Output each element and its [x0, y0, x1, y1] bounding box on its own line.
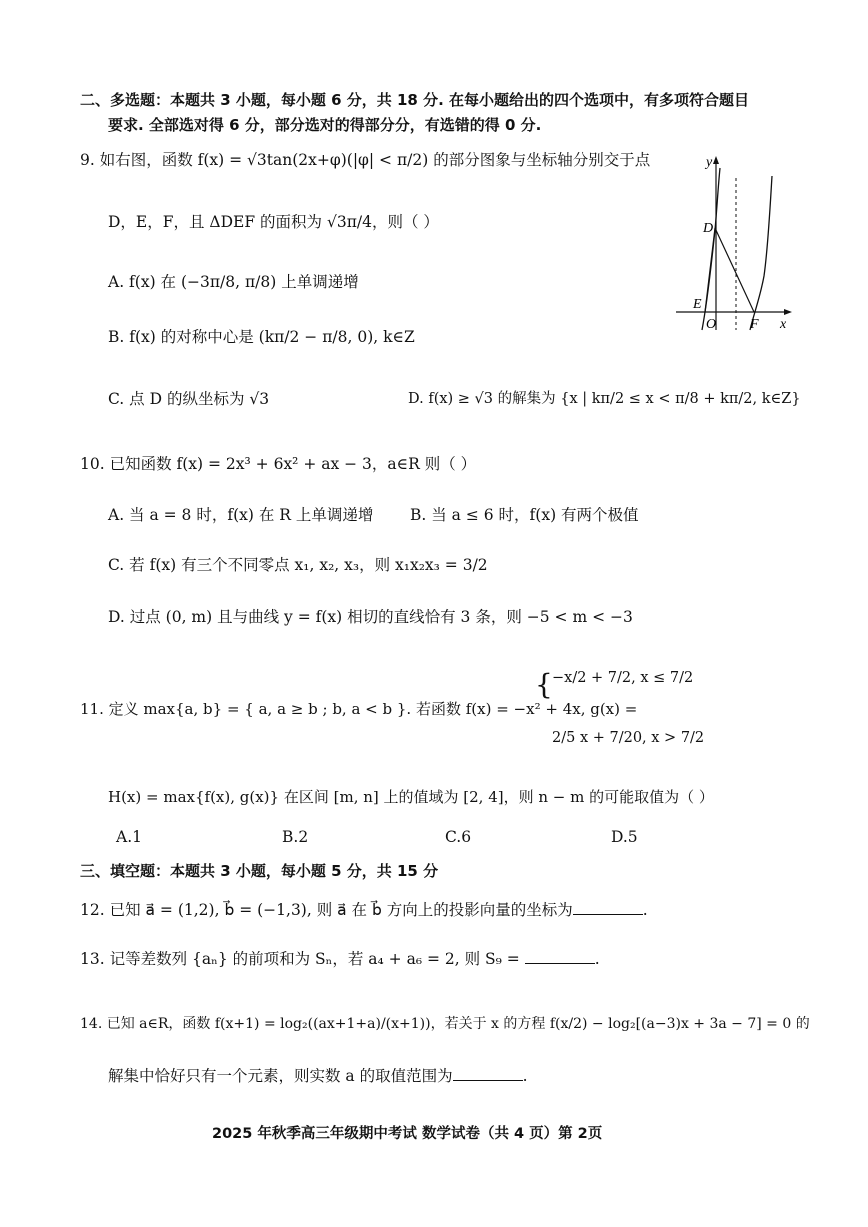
q14-stem-line2: 解集中恰好只有一个元素，则实数 a 的取值范围为 — [108, 1067, 453, 1085]
q11-option-d: D.5 — [611, 828, 638, 846]
q10-option-b: B. 当 a ≤ 6 时，f(x) 有两个极值 — [410, 506, 639, 524]
q11-g-piece2: 2/5 x + 7/20, x > 7/2 — [552, 730, 705, 746]
q13-text: 13. 记等差数列 {aₙ} 的前项和为 Sₙ，若 a₄ + a₆ = 2, 则 S₉ = — [80, 950, 520, 968]
q9-option-b: B. f(x) 的对称中心是 (kπ/2 − π/8, 0), k∈Z — [108, 328, 415, 346]
q11-option-b: B.2 — [282, 828, 309, 846]
q11-option-c: C.6 — [445, 828, 472, 846]
q13-end: . — [594, 950, 600, 968]
q12-row — [80, 898, 648, 922]
q9-stem-line2: D，E，F，且 ΔDEF 的面积为 √3π/4，则（ ） — [108, 213, 439, 231]
q11-g-brace: { — [535, 668, 553, 701]
q10-option-d: D. 过点 (0, m) 且与曲线 y = f(x) 相切的直线恰有 3 条，则 −5 < m < −3 — [108, 608, 633, 626]
graph-point-d: D — [703, 221, 714, 236]
q9-graph — [668, 148, 798, 338]
q11-stem-line2: H(x) = max{f(x), g(x)} 在区间 [m, n] 上的值域为 [2, 4]，则 n − m 的可能取值为（ ） — [108, 788, 714, 806]
section2-title: 二、多选题：本题共 3 小题，每小题 6 分，共 18 分. 在每小题给出的四个选项中，有多项符合题目 — [80, 91, 750, 109]
graph-y-label: y — [706, 155, 713, 170]
q10-stem: 10. 已知函数 f(x) = 2x³ + 6x² + ax − 3，a∈R 则（ ） — [80, 455, 477, 473]
q11-stem-line1: 11. 定义 max{a, b} = { a, a ≥ b ; b, a < b }. 若函数 f(x) = −x² + 4x, g(x) = — [80, 700, 638, 718]
section2-title-line2: 要求. 全部选对得 6 分，部分选对的得部分分，有选错的得 0 分. — [108, 116, 542, 134]
q10-option-a: A. 当 a = 8 时，f(x) 在 R 上单调递增 — [108, 506, 374, 524]
graph-origin: O — [706, 317, 717, 332]
section3-title: 三、填空题：本题共 3 小题，每小题 5 分，共 15 分 — [80, 862, 439, 880]
q9-option-a: A. f(x) 在 (−3π/8, π/8) 上单调递增 — [108, 273, 359, 291]
q13-row — [80, 947, 600, 971]
graph-point-e: E — [693, 297, 702, 312]
graph-point-f: F — [750, 317, 759, 332]
graph-x-label: x — [780, 317, 787, 332]
q9-option-d: D. f(x) ≥ √3 的解集为 {x | kπ/2 ≤ x < π/8 + kπ/2, k∈Z} — [408, 391, 801, 407]
q12-end: . — [642, 901, 648, 919]
q10-option-c: C. 若 f(x) 有三个不同零点 x₁, x₂, x₃，则 x₁x₂x₃ = 3/2 — [108, 556, 488, 574]
q13-answer-blank[interactable] — [525, 949, 595, 964]
q11-g-piece1: −x/2 + 7/2, x ≤ 7/2 — [552, 670, 694, 686]
page-footer: 2025 年秋季高三年级期中考试 数学试卷（共 4 页）第 2页 — [212, 1126, 603, 1142]
q9-stem-line1: 9. 如右图，函数 f(x) = √3tan(2x+φ)(|φ| < π/2) 的部分图象与坐标轴分别交于点 — [80, 151, 651, 169]
q14-stem-line1: 14. 已知 a∈R，函数 f(x+1) = log₂((ax+1+a)/(x+1))，若关于 x 的方程 f(x/2) − log₂[(a−3)x + 3a − 7] = 0 的 — [80, 1016, 810, 1032]
q11-option-a: A.1 — [116, 828, 142, 846]
q14-end: . — [522, 1067, 528, 1085]
q14-answer-blank[interactable] — [453, 1066, 523, 1081]
q14-row2 — [108, 1064, 528, 1088]
q12-answer-blank[interactable] — [573, 900, 643, 915]
q9-option-c: C. 点 D 的纵坐标为 √3 — [108, 390, 270, 408]
q12-text: 12. 已知 a⃗ = (1,2), b⃗ = (−1,3), 则 a⃗ 在 b⃗ 方向上的投影向量的坐标为 — [80, 901, 573, 919]
